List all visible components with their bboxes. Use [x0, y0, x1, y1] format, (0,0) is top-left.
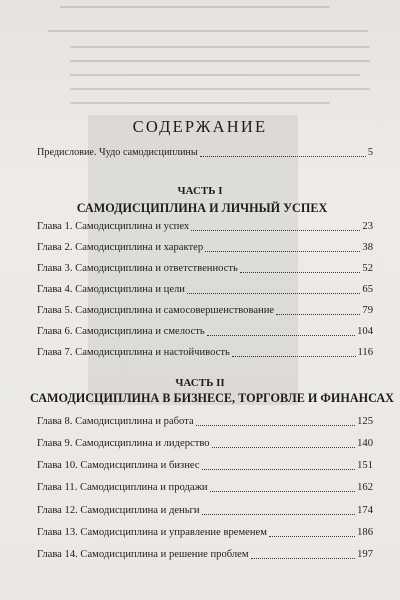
dot-leader: [202, 469, 356, 470]
toc-row-chapter-9: [37, 437, 373, 451]
toc-row-label: Глава 10. Самодисциплина и бизнес: [37, 460, 200, 471]
toc-row-page: 104: [357, 326, 373, 337]
toc-row-label: Глава 7. Самодисциплина и настойчивость: [37, 347, 230, 358]
dot-leader: [251, 558, 356, 559]
part-1-title: САМОДИСЦИПЛИНА И ЛИЧНЫЙ УСПЕХ: [76, 201, 328, 215]
toc-row-label: Глава 5. Самодисциплина и самосовершенствование: [37, 305, 275, 316]
dot-leader: [187, 293, 360, 294]
toc-row-page: 125: [357, 416, 373, 427]
dot-leader: [232, 356, 356, 357]
dot-leader: [240, 272, 361, 273]
toc-row-page: 5: [367, 147, 373, 158]
toc-row-page: 197: [357, 549, 373, 560]
toc-row-page: 23: [362, 221, 373, 232]
toc-row-page: 140: [357, 438, 373, 449]
toc-row-chapter-6: [37, 325, 373, 339]
dot-leader: [269, 536, 355, 537]
part-1-label: ЧАСТЬ I: [177, 185, 223, 197]
part-2-title: САМОДИСЦИПЛИНА В БИЗНЕСЕ, ТОРГОВЛЕ И ФИНАНСАХ: [30, 391, 394, 405]
dot-leader: [200, 156, 366, 157]
toc-row-chapter-5: [37, 304, 373, 318]
dot-leader: [202, 514, 356, 515]
toc-row-chapter-4: [37, 283, 373, 297]
dot-leader: [210, 491, 356, 492]
toc-title: СОДЕРЖАНИЕ: [132, 117, 268, 136]
toc-row-label: Глава 2. Самодисциплина и характер: [37, 242, 204, 253]
dot-leader: [276, 314, 360, 315]
toc-row-label: Глава 14. Самодисциплина и решение проблем: [37, 549, 249, 560]
toc-row-page: 186: [357, 527, 373, 538]
toc-row-label: Глава 13. Самодисциплина и управление временем: [37, 527, 267, 538]
toc-row-label: Предисловие. Чудо самодисциплины: [37, 147, 198, 158]
toc-row-chapter-2: [37, 241, 373, 255]
toc-row-chapter-14: [37, 548, 373, 562]
toc-row-chapter-13: [37, 526, 373, 540]
toc-row-label: Глава 9. Самодисциплина и лидерство: [37, 438, 210, 449]
toc-row-page: 151: [357, 460, 373, 471]
toc-row-label: Глава 8. Самодисциплина и работа: [37, 416, 194, 427]
toc-row-page: 52: [362, 263, 373, 274]
dot-leader: [212, 447, 356, 448]
dot-leader: [207, 335, 355, 336]
toc-row-label: Глава 11. Самодисциплина и продажи: [37, 482, 208, 493]
toc-row-chapter-11: [37, 481, 373, 495]
toc-row-label: Глава 3. Самодисциплина и ответственность: [37, 263, 238, 274]
bleed-through-text: [30, 0, 375, 110]
toc-row-label: Глава 4. Самодисциплина и цели: [37, 284, 185, 295]
toc-row-label: Глава 12. Самодисциплина и деньги: [37, 505, 200, 516]
part-2-label: ЧАСТЬ II: [175, 377, 225, 389]
toc-row-page: 162: [357, 482, 373, 493]
toc-row-page: 116: [357, 347, 373, 358]
toc-row-page: 79: [362, 305, 373, 316]
toc-row-preface: [37, 146, 373, 160]
toc-row-chapter-1: [37, 220, 373, 234]
toc-row-chapter-7: [37, 346, 373, 360]
dot-leader: [196, 425, 355, 426]
toc-row-label: Глава 6. Самодисциплина и смелость: [37, 326, 205, 337]
dot-leader: [191, 230, 360, 231]
toc-row-page: 174: [357, 505, 373, 516]
toc-row-chapter-12: [37, 504, 373, 518]
dot-leader: [205, 251, 360, 252]
toc-row-chapter-3: [37, 262, 373, 276]
toc-row-chapter-8: [37, 415, 373, 429]
toc-row-page: 65: [362, 284, 373, 295]
toc-row-chapter-10: [37, 459, 373, 473]
toc-row-page: 38: [362, 242, 373, 253]
toc-row-label: Глава 1. Самодисциплина и успех: [37, 221, 190, 232]
